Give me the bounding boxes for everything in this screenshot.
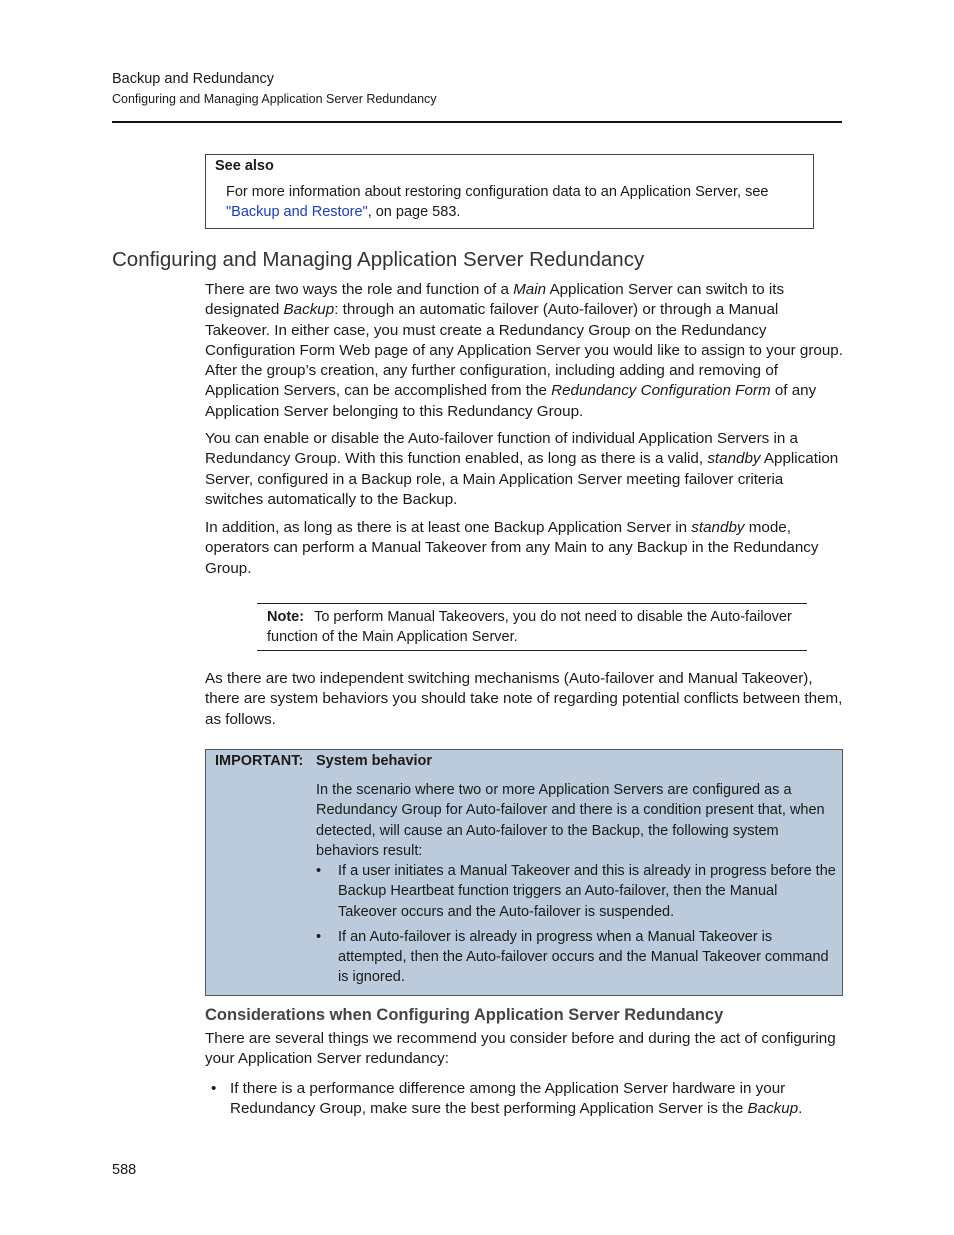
bullet: •	[316, 863, 322, 880]
considerations-intro: There are several things we recommend you consider before and during the act of configuring your Application Server redundancy:	[205, 1030, 836, 1068]
important-label: IMPORTANT:	[215, 753, 304, 769]
running-header-section: Configuring and Managing Application Server Redundancy	[112, 92, 437, 106]
backup-term: Backup	[747, 1100, 799, 1118]
section-title: Configuring and Managing Application Server Redundancy	[112, 248, 645, 271]
paragraph-3: In addition, as long as there is at least one Backup Application Server in standby mode, operators can perform a Manual Takeover from any Main to any Backup in the Redundancy Group.	[205, 519, 819, 577]
important-box	[205, 749, 843, 996]
list-item: • If a user initiates a Manual Takeover and this is already in progress before the Backup Heartbeat function triggers an Auto-failover, then the Manual Takeover occurs and the Auto-failover is suspended.	[316, 863, 836, 920]
header-rule	[112, 121, 842, 123]
see-also-text-after: , on page 583.	[367, 204, 461, 220]
standby-term: standby	[691, 519, 745, 536]
paragraph-2: You can enable or disable the Auto-failover function of individual Application Servers in a Redundancy Group. With this function enabled, as long as there is a valid, standby Application Server, configured in a Backup role, a Main Application Server meeting failover criteria switches automatically to the Backup.	[205, 430, 839, 508]
see-also-text	[226, 182, 801, 222]
note-text: To perform Manual Takeovers, you do not need to disable the Auto-failover function of the Main Application Server.	[267, 609, 792, 645]
see-also-text-before: For more information about restoring configuration data to an Application Server, see	[226, 184, 769, 200]
note-label: Note:	[267, 609, 305, 625]
page-number: 588	[112, 1162, 137, 1178]
see-also-box	[205, 154, 814, 229]
backup-term: Backup	[283, 301, 335, 319]
paragraph-4: As there are two independent switching mechanisms (Auto-failover and Manual Takeover), there are system behaviors you should take note of regarding potential conflicts between them, as follows.	[205, 670, 843, 728]
backup-and-restore-link[interactable]: "Backup and Restore"	[226, 204, 368, 220]
important-list	[316, 861, 836, 987]
see-also-title: See also	[215, 158, 274, 174]
redundancy-form-term: Redundancy Configuration Form	[551, 382, 771, 400]
bullet: •	[316, 928, 322, 945]
important-title: System behavior	[316, 753, 433, 769]
important-intro: In the scenario where two or more Application Servers are configured as a Redundancy Group for Auto-failover and there is a condition present that, when detected, will cause an Auto-failover to the Backup, the following system behaviors result:	[316, 782, 825, 859]
note-box	[257, 603, 807, 651]
considerations-heading: Considerations when Configuring Application Server Redundancy	[205, 1006, 724, 1024]
list-item: • If an Auto-failover is already in progress when a Manual Takeover is attempted, then the Auto-failover occurs and the Manual Takeover command is ignored.	[316, 928, 829, 986]
main-term: Main	[513, 281, 547, 298]
bullet: •	[211, 1080, 217, 1097]
standby-term: standby	[707, 450, 761, 468]
paragraph-1: There are two ways the role and function of a Main Application Server can switch to its designated Backup: through an automatic failover (Auto-failover) or through a Manual Takeover. In either case, you must create a Redundancy Group on the Redundancy Configuration Form Web page of any Application Server you would like to assign to your group. After the group’s creation, any further configuration, including adding and removing of Application Servers, can be accomplished from the Redundancy Configuration Form of any Application Server belonging to this Redundancy Group.	[205, 281, 843, 420]
running-header-chapter: Backup and Redundancy	[112, 71, 275, 87]
